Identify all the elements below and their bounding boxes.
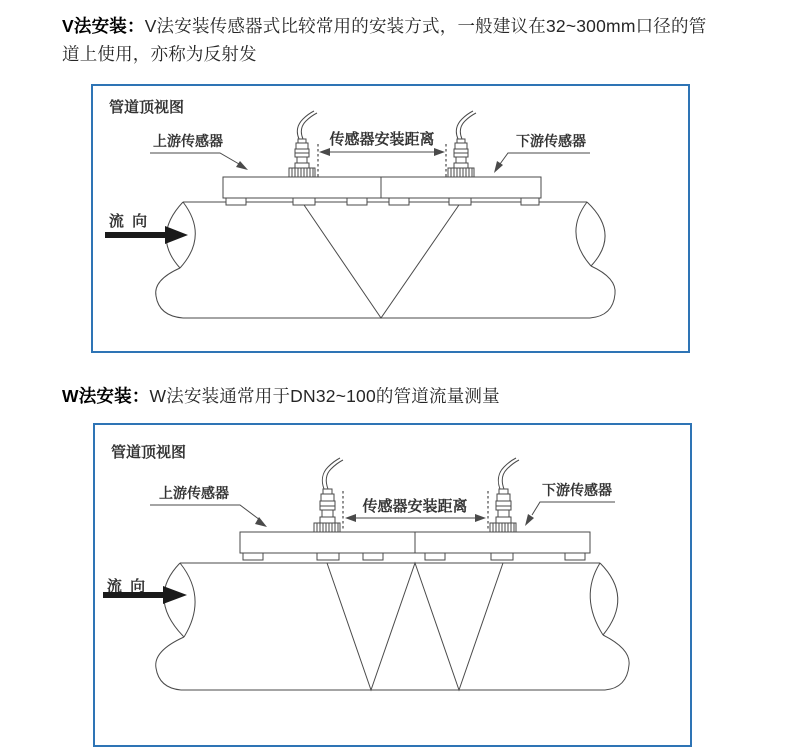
v-method-heading: V法安装： xyxy=(62,16,145,36)
v-method-paragraph xyxy=(62,12,714,68)
svg-text:上游传感器: 上游传感器 xyxy=(159,485,229,501)
distance-dimension xyxy=(318,130,446,178)
upstream-sensor xyxy=(314,458,343,532)
svg-text:下游传感器: 下游传感器 xyxy=(516,133,586,149)
w-method-diagram-box xyxy=(93,423,692,747)
sensor-cable xyxy=(498,458,516,489)
w-method-heading: W法安装： xyxy=(62,386,150,406)
sensor-distance-label: 传感器安装距离 xyxy=(362,498,468,515)
upstream-sensor xyxy=(289,111,317,177)
flow-direction-arrow xyxy=(103,577,187,604)
v-method-body: V法安装传感器式比较常用的安装方式，一般建议在32~300mm口径的管道上使用，亦称为反射发 xyxy=(62,16,707,64)
pipe xyxy=(156,563,629,690)
v-sound-path xyxy=(302,202,461,318)
svg-text:下游传感器: 下游传感器 xyxy=(542,482,612,498)
distance-dimension xyxy=(343,491,488,531)
diagram-title: 管道顶视图 xyxy=(111,444,187,461)
mounting-rail xyxy=(223,177,541,205)
upstream-sensor-label xyxy=(150,133,248,170)
diagram-title: 管道顶视图 xyxy=(109,99,185,116)
flow-direction-arrow xyxy=(105,212,188,244)
sensor-cable xyxy=(301,113,317,139)
v-method-diagram-svg xyxy=(93,86,688,351)
flow-direction-label: 流 向 xyxy=(108,213,150,230)
w-sound-path xyxy=(327,563,503,690)
w-method-paragraph xyxy=(62,382,714,410)
downstream-sensor-label xyxy=(525,482,615,526)
downstream-sensor-label xyxy=(494,133,590,173)
w-method-body: W法安装通常用于DN32~100的管道流量测量 xyxy=(149,386,500,406)
w-method-diagram-svg xyxy=(95,425,690,745)
mounting-rail xyxy=(240,532,590,560)
v-method-diagram-box xyxy=(91,84,690,353)
downstream-sensor xyxy=(448,111,476,177)
sensor-cable xyxy=(460,113,476,139)
sensor-cable xyxy=(322,458,340,489)
pipe xyxy=(156,202,615,318)
sensor-distance-label: 传感器安装距离 xyxy=(329,131,435,148)
sensor-cable xyxy=(502,460,519,489)
sensor-cable xyxy=(326,460,343,489)
sensor-cable xyxy=(456,111,473,139)
sensor-cable xyxy=(297,111,314,139)
upstream-sensor-label xyxy=(150,485,267,527)
svg-text:上游传感器: 上游传感器 xyxy=(153,133,223,149)
flow-direction-label: 流 向 xyxy=(106,578,148,595)
downstream-sensor xyxy=(490,458,519,532)
